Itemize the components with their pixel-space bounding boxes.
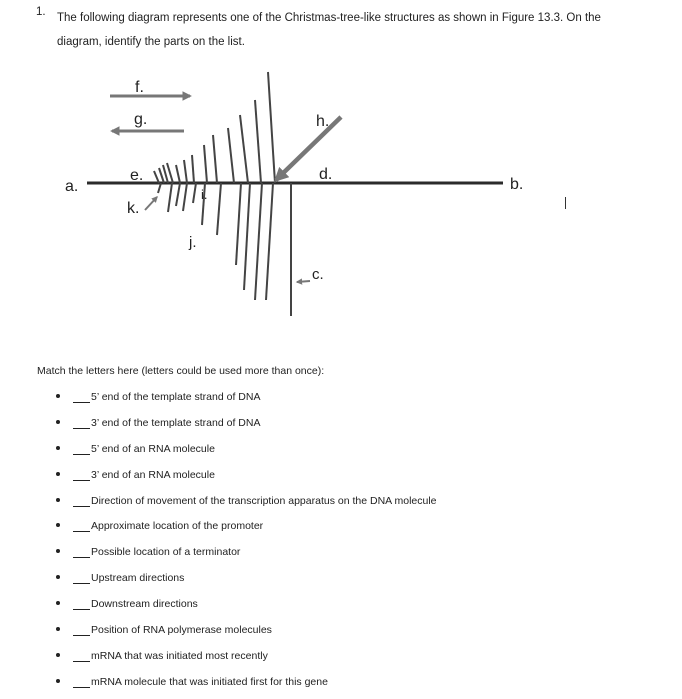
bullet-icon bbox=[56, 498, 60, 502]
answer-blank[interactable] bbox=[73, 661, 90, 662]
label-j: j. bbox=[189, 234, 197, 251]
question-number: 1. bbox=[36, 6, 46, 18]
rna-transcript bbox=[255, 183, 262, 300]
rna-transcript bbox=[240, 115, 248, 183]
answer-blank[interactable] bbox=[73, 506, 90, 507]
text-cursor bbox=[565, 197, 566, 209]
bullet-icon bbox=[56, 601, 60, 605]
arrow-k-pointer bbox=[145, 197, 157, 210]
list-item-text: Approximate location of the promoter bbox=[91, 520, 264, 533]
bullet-icon bbox=[56, 523, 60, 527]
list-item bbox=[0, 492, 682, 518]
rna-transcripts-upper bbox=[154, 72, 275, 183]
list-item bbox=[0, 440, 682, 466]
arrow-c-pointer bbox=[297, 281, 310, 282]
list-item-text: mRNA that was initiated most recently bbox=[91, 649, 268, 662]
list-item bbox=[0, 466, 682, 492]
rna-transcript bbox=[217, 183, 221, 235]
list-item-text: Position of RNA polymerase molecules bbox=[91, 624, 272, 637]
question-line-2: diagram, identify the parts on the list. bbox=[57, 36, 245, 48]
answer-blank[interactable] bbox=[73, 454, 90, 455]
list-item bbox=[0, 621, 682, 647]
bullet-icon bbox=[56, 575, 60, 579]
match-list bbox=[0, 388, 682, 699]
label-g: g. bbox=[134, 111, 148, 128]
bullet-icon bbox=[56, 446, 60, 450]
answer-blank[interactable] bbox=[73, 480, 90, 481]
label-i: i. bbox=[201, 187, 208, 202]
rna-transcript bbox=[183, 183, 187, 211]
list-item bbox=[0, 388, 682, 414]
label-d: d. bbox=[319, 166, 333, 183]
rna-transcript bbox=[184, 160, 187, 183]
answer-blank[interactable] bbox=[73, 687, 90, 688]
list-item-text: 5’ end of an RNA molecule bbox=[91, 442, 215, 455]
bullet-icon bbox=[56, 420, 60, 424]
rna-transcript bbox=[255, 100, 261, 183]
label-c: c. bbox=[312, 266, 324, 283]
rna-transcript bbox=[213, 135, 217, 183]
rna-transcripts-lower bbox=[158, 183, 291, 316]
rna-transcript bbox=[266, 183, 273, 300]
answer-blank[interactable] bbox=[73, 557, 90, 558]
list-item bbox=[0, 569, 682, 595]
list-item bbox=[0, 414, 682, 440]
list-item-text: Upstream directions bbox=[91, 572, 185, 585]
rna-transcript bbox=[204, 145, 207, 183]
answer-blank[interactable] bbox=[73, 428, 90, 429]
list-item bbox=[0, 595, 682, 621]
label-a: a. bbox=[65, 178, 79, 195]
rna-transcript bbox=[193, 183, 196, 203]
label-h: h. bbox=[316, 113, 330, 130]
bullet-icon bbox=[56, 653, 60, 657]
question-line-1: The following diagram represents one of the Christmas-tree-like structures as shown in Figure 13.3. On the bbox=[57, 12, 601, 24]
list-item-text: Direction of movement of the transcription apparatus on the DNA molecule bbox=[91, 494, 437, 507]
label-k: k. bbox=[127, 200, 140, 217]
match-heading: Match the letters here (letters could be used more than once): bbox=[37, 365, 325, 377]
rna-transcript bbox=[154, 171, 159, 183]
list-item bbox=[0, 517, 682, 543]
bullet-icon bbox=[56, 627, 60, 631]
list-item-text: 5’ end of the template strand of DNA bbox=[91, 391, 261, 403]
answer-blank[interactable] bbox=[73, 402, 90, 403]
bullet-icon bbox=[56, 549, 60, 553]
rna-transcript bbox=[168, 183, 172, 212]
rna-transcript bbox=[228, 128, 234, 183]
answer-blank[interactable] bbox=[73, 609, 90, 610]
answer-blank[interactable] bbox=[73, 583, 90, 584]
bullet-icon bbox=[56, 679, 60, 683]
list-item-text: Downstream directions bbox=[91, 598, 198, 611]
label-f: f. bbox=[135, 79, 144, 96]
answer-blank[interactable] bbox=[73, 635, 90, 636]
bullet-icon bbox=[56, 394, 60, 398]
label-e: e. bbox=[130, 167, 144, 184]
rna-transcript bbox=[176, 165, 180, 183]
list-item bbox=[0, 543, 682, 569]
list-item bbox=[0, 647, 682, 673]
rna-transcript bbox=[236, 183, 241, 265]
rna-transcript bbox=[159, 168, 164, 183]
list-item-text: 3’ end of an RNA molecule bbox=[91, 468, 215, 481]
label-b: b. bbox=[510, 176, 524, 193]
list-item-text: 3’ end of the template strand of DNA bbox=[91, 416, 261, 429]
rna-transcript bbox=[268, 72, 275, 183]
rna-transcript bbox=[192, 155, 194, 183]
list-item-text: Possible location of a terminator bbox=[91, 546, 241, 559]
rna-transcript bbox=[244, 183, 250, 290]
answer-blank[interactable] bbox=[73, 531, 90, 532]
list-item-text: mRNA molecule that was initiated first for this gene bbox=[91, 675, 328, 688]
rna-transcript bbox=[176, 183, 180, 206]
bullet-icon bbox=[56, 472, 60, 476]
